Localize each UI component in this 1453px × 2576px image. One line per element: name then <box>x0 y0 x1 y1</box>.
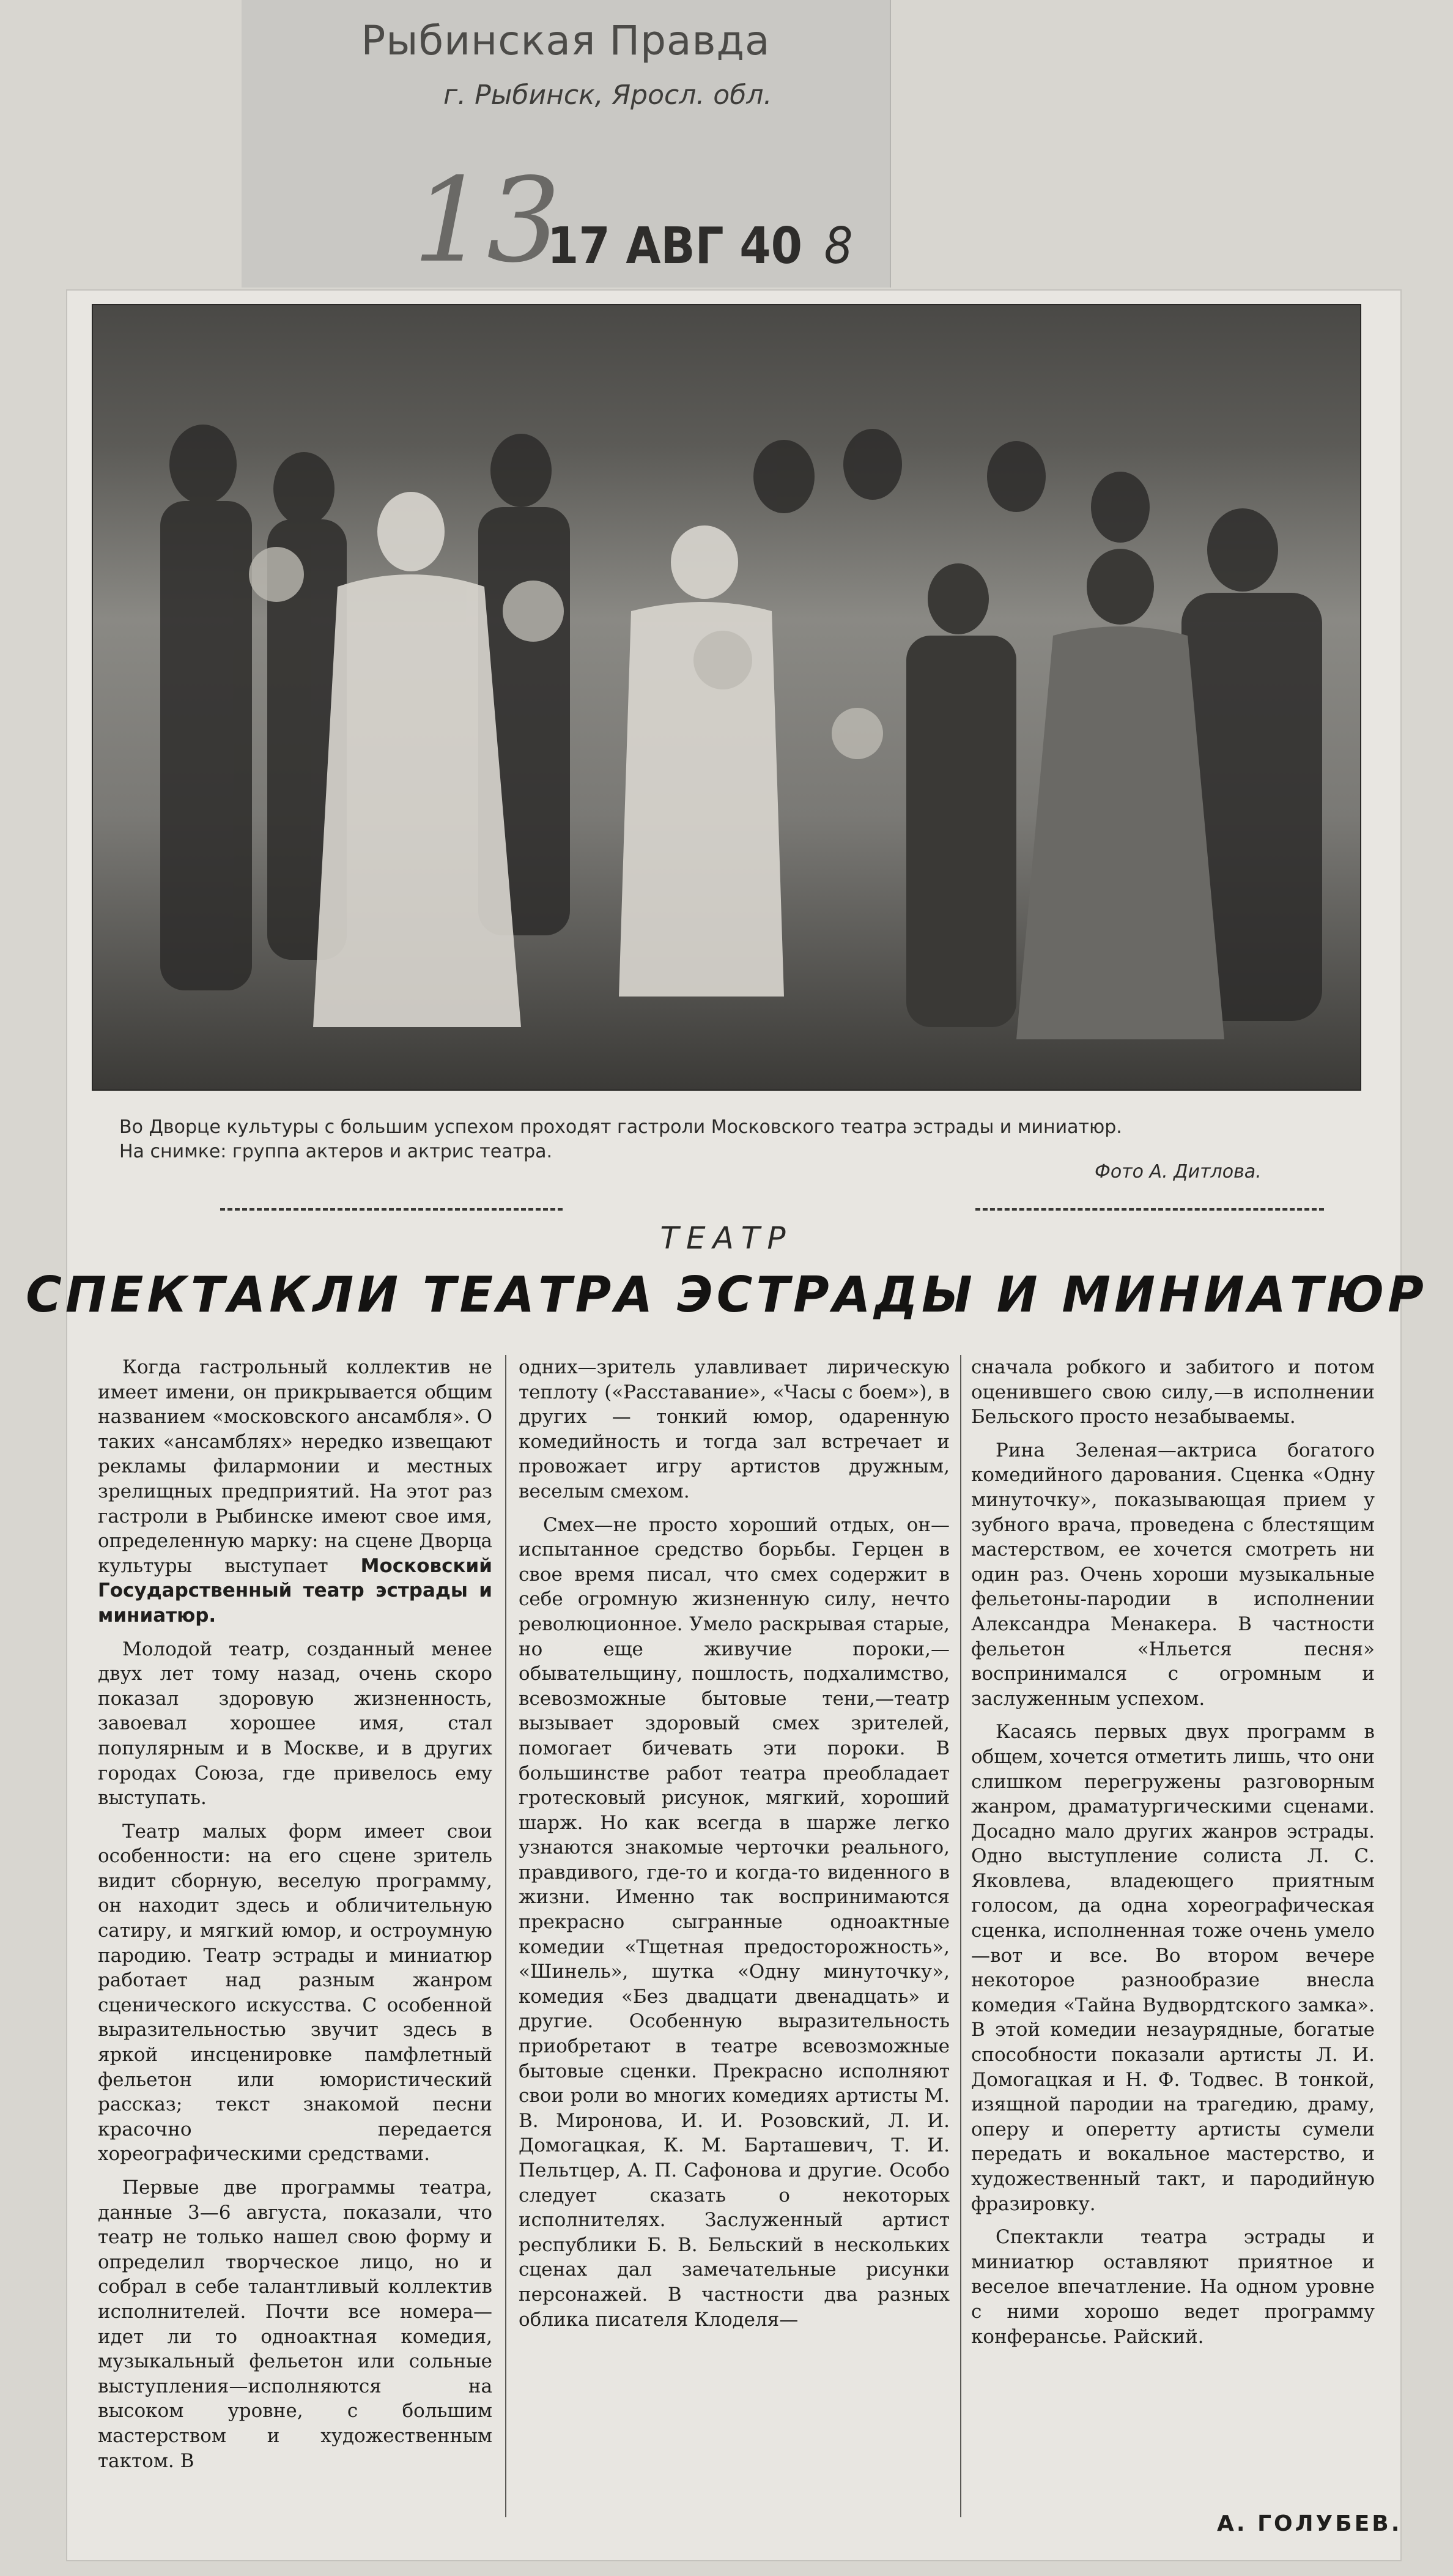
author-signature: А. ГОЛУБЕВ. <box>1217 2511 1402 2536</box>
section-rubric: ТЕАТР <box>660 1220 793 1256</box>
article-column-2 <box>519 1355 950 2340</box>
paragraph: Смех—не просто хороший отдых, он—испытанное средство борьбы. Герцен в свое время писал, что смех содержит в себе огромную жизненную силу, нечто революционное. Умело раскрывая старые, но еще живучие пороки,—обывательщину, пошлость, подхалимство, всевозможные бытовые тени,—театр вызывает здоровый смех зрителей, помогает бичевать эти пороки. В большинстве работ театра преобладает гротесковый рисунок, мягкий, хороший шарж. Но как всегда в шарже легко узнаются знакомые черточки реального, правдивого, где-то и когда-то виденного в жизни. Именно так воспринимаются прекрасно сыгранные одноактные комедии «Тщетная предосторожность», «Шинель», шутка «Одну минуточку», комедия «Без двадцати двенадцать» и другие. Особенную выразительность приобретают в театре всевозможные бытовые сценки. Прекрасно исполняют свои роли во многих комедиях артисты М. В. Миронова, И. И. Розовский, Л. И. Домогацкая, К. М. Барташевич, Т. И. Пельтцер, А. П. Сафонова и другие. Особо следует сказать о некоторых исполнителях. Заслуженный артист республики Б. В. Бельский в нескольких сценах дал замечательные рисунки персонажей. В частности два разных облика писателя Клоделя— <box>519 1513 950 2331</box>
handwritten-digit: 8 <box>824 217 853 275</box>
paragraph: одних—зритель улавливает лирическую теплоту («Расставание», «Часы с боем»), в других — тонкий юмор, одаренную комедийность и тогда зал встречает и провожает игру артистов дружным, веселым смехом. <box>519 1356 950 1502</box>
article-column-1 <box>98 1355 492 2482</box>
date-stamp <box>547 217 853 275</box>
paragraph: Рина Зеленая—актриса богатого комедийного дарования. Сценка «Одну минуточку», показывающая прием у зубного врача, проведена с блестящим мастерством, ее хочется смотреть ни один раз. Очень хороши музыкальные фельетоны-пародии в исполнении Александра Менакера. В частности фельетон «Нльется песня» воспринимался с огромным и заслуженным успехом. <box>971 1439 1375 1710</box>
article-headline: СПЕКТАКЛИ ТЕАТРА ЭСТРАДЫ И МИНИАТЮР <box>26 1266 1427 1323</box>
column-divider-2 <box>960 1355 961 2517</box>
paragraph: Касаясь первых двух программ в общем, хочется отметить лишь, что они слишком перегружены разговорным жанром, драматургическими сценами. Досадно мало других жанров эстрады. Одно выступление солиста Л. С. Яковлева, владеющего приятным голосом, да одна хореографическая сценка, исполненная тоже очень умело—вот и все. Во втором вечере некоторое разнообразие внесла комедия «Тайна Вудвордтского замка». В этой комедии незаурядные, богатые способности показали артисты Л. И. Домогацкая и Н. Ф. Тодвес. В тонкой, изящной пародии на трагедию, драму, оперу и оперетту артисты сумели передать и вокальное мастерство, и художественный такт, и пародийную фразировку. <box>971 1721 1375 2215</box>
newspaper-location: г. Рыбинск, Яросл. обл. <box>443 80 772 111</box>
divider-right <box>975 1208 1324 1211</box>
handwritten-number: 13 <box>413 153 561 288</box>
article-column-3 <box>971 1355 1375 2358</box>
photo-caption <box>119 1115 1348 1164</box>
photo-credit: Фото А. Дитлова. <box>1095 1161 1262 1182</box>
archive-stamp-area <box>242 0 891 288</box>
paragraph-bold-text: Московский Государственный театр эстрады и миниатюр. <box>98 1554 492 1627</box>
paragraph: сначала робкого и забитого и потом оценившего свою силу,—в исполнении Бельского просто незабываемы. <box>971 1356 1375 1428</box>
paragraph <box>98 1355 492 1628</box>
photo-caption-line-2: На снимке: группа актеров и актрис театра. <box>119 1141 553 1162</box>
paragraph: Спектакли театра эстрады и миниатюр оставляют приятное и веселое впечатление. На одном уровне с ними хорошо ведет программу конферансье. Райский. <box>971 2226 1375 2348</box>
column-divider-1 <box>505 1355 506 2517</box>
date-stamp-text: 17 АВГ 40 <box>547 217 802 275</box>
paragraph: Первые две программы театра, данные 3—6 августа, показали, что театр не только нашел свою форму и определил творческое лицо, но и собрал в себе талантливый коллектив исполнителей. Почти все номера—идет ли то одноактная комедия, музыкальный фельетон или сольные выступления—исполняются на высоком уровне, с большим мастерством и художественным тактом. В <box>98 2177 492 2472</box>
group-photo <box>92 304 1361 1091</box>
paragraph: Молодой театр, созданный менее двух лет тому назад, очень скоро показал здоровую жизненность, завоевал хорошее имя, стал популярным и в Москве, и в других городах Союза, где привелось ему выступать. <box>98 1638 492 1810</box>
newspaper-title: Рыбинская Правда <box>361 17 771 64</box>
group-photo-figures <box>93 305 1360 1089</box>
photo-caption-line-1: Во Дворце культуры с большим успехом проходят гастроли Московского театра эстрады и миниатюр. <box>119 1116 1122 1138</box>
paragraph: Театр малых форм имеет свои особенности: на его сцене зритель видит сборную, веселую программу, он находит здесь и обличительную сатиру, и мягкий юмор, и остроумную пародию. Театр эстрады и миниатюр работает над разным жанром сценического искусства. С особенной выразительностью звучит здесь в яркой инсценировке памфлетный фельетон или юмористический рассказ; текст знакомой песни красочно передается хореографическими средствами. <box>98 1820 492 2166</box>
paragraph-text: Когда гастрольный коллектив не имеет имени, он прикрывается общим названием «московского ансамбля». О таких «ансамблях» нередко извещают рекламы филармонии и местных зрелищных предприятий. На этот раз гастроли в Рыбинске имеют свое имя, определенную марку: на сцене Дворца культуры выступает <box>98 1356 492 1577</box>
divider-left <box>220 1208 563 1211</box>
